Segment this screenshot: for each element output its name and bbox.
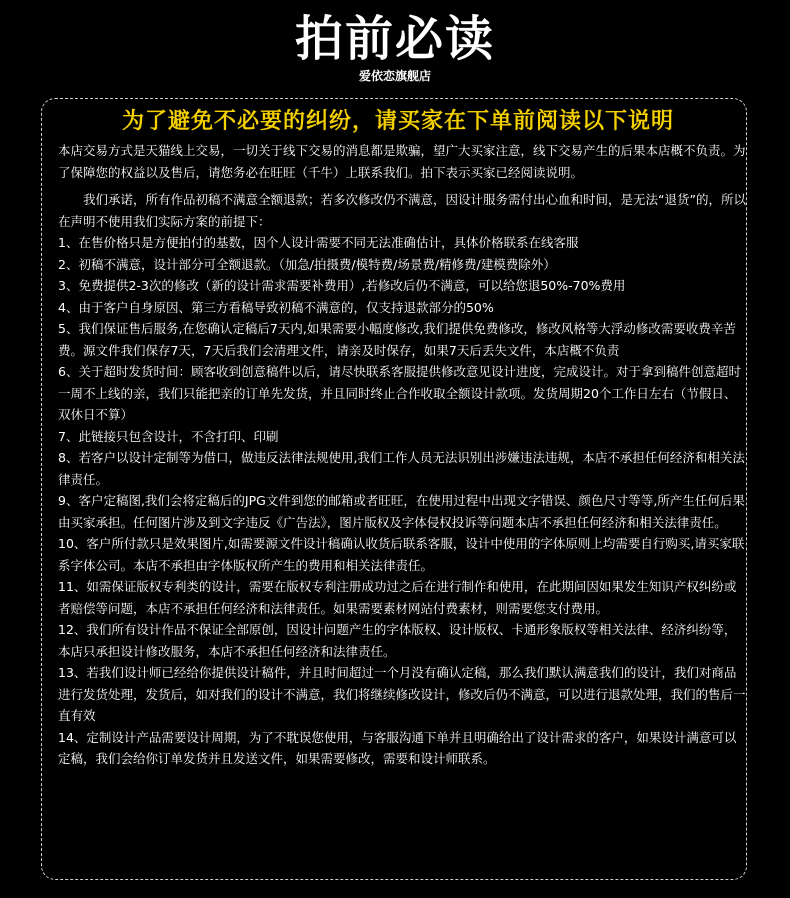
term-item: 8、若客户以设计定制等为借口，做违反法律法规使用,我们工作人员无法识别出涉嫌违法违规，本店不承担任何经济和相关法律责任。 [58, 450, 745, 487]
term-item: 4、由于客户自身原因、第三方看稿导致初稿不满意的，仅支持退款部分的50% [58, 299, 494, 315]
page-header [0, 0, 790, 84]
term-item: 3、免费提供2-3次的修改（新的设计需求需要补费用）,若修改后仍不满意，可以给您退50%-70%费用 [58, 278, 626, 293]
term-item: 2、初稿不满意，设计部分可全额退款。（加急/拍摄费/模特费/场景费/精修费/建模费除外） [58, 256, 556, 272]
term-item: 9、客户定稿图,我们会将定稿后的JPG文件到您的邮箱或者旺旺，在使用过程中出现文字错误、颜色尺寸等等,所产生任何后果由买家承担。任何图片涉及到文字违反《广告法》，图片版权及字体侵权投诉等问题本店不承担任何经济和相关法律责任。 [58, 493, 745, 530]
term-item: 11、如需保证版权专利类的设计，需要在版权专利注册成功过之后在进行制作和使用，在此期间因如果发生知识产权纠纷或者赔偿等问题，本店不承担任何经济和法律责任。如果需要素材网站付费素材，则需要您支付费用。 [58, 579, 737, 616]
term-item: 10、客户所付款只是效果图片,如需要源文件设计稿确认收货后联系客服，设计中使用的字体原则上均需要自行购买,请买家联系字体公司。本店不承担由字体版权所产生的费用和相关法律责任。 [58, 536, 745, 573]
term-item: 5、我们保证售后服务,在您确认定稿后7天内,如果需要小幅度修改,我们提供免费修改，修改风格等大浮动修改需要收费辛苦费。源文件我们保存7天，7天后我们会清理文件，请亲及时保存，如果7天后丢失文件，本店概不负责 [58, 321, 736, 358]
term-item: 14、定制设计产品需要设计周期，为了不耽误您使用，与客服沟通下单并且明确给出了设计需求的客户，如果设计满意可以定稿，我们会给你订单发货并且发送文件，如果需要修改，需要和设计师联系。 [58, 729, 737, 766]
term-item: 13、若我们设计师已经给你提供设计稿件，并且时间超过一个月没有确认定稿，那么我们默认满意我们的设计，我们对商品进行发货处理，发货后，如对我们的设计不满意，我们将继续修改设计，修改后仍不满意，可以进行退款处理，我们的售后一直有效 [58, 665, 746, 723]
intro-paragraph: 本店交易方式是天猫线上交易，一切关于线下交易的消息都是欺骗，望广大买家注意，线下交易产生的后果本店概不负责。为了保障您的权益以及售后，请您务必在旺旺（千牛）上联系我们。拍下表示买家已经阅读说明。 [58, 143, 746, 180]
notice-headline: 为了避免不必要的纠纷，请买家在下单前阅读以下说明 [121, 109, 674, 134]
term-item: 12、我们所有设计作品不保证全部原创，因设计问题产生的字体版权、设计版权、卡通形象版权等相关法律、经济纠纷等，本店只承担设计修改服务，本店不承担任何经济和法律责任。 [58, 622, 737, 659]
promise-paragraph: 我们承诺，所有作品初稿不满意全额退款；若多次修改仍不满意，因设计服务需付出心血和时间，是无法“退货”的，所以在声明不使用我们实际方案的前提下： [58, 192, 746, 229]
term-item: 7、此链接只包含设计，不含打印、印刷 [58, 428, 279, 444]
term-item: 6、关于超时发货时间：顾客收到创意稿件以后，请尽快联系客服提供修改意见设计进度，完成设计。对于拿到稿件创意超时一周不上线的亲，我们只能把亲的订单先发货，并且同时终止合作收取全额设计款项。发货周期20个工作日左右（节假日、双休日不算） [58, 364, 741, 422]
store-name: 爱依恋旗舰店 [358, 69, 431, 83]
notice-content [58, 104, 748, 770]
term-item: 1、在售价格只是方便拍付的基数，因个人设计需要不同无法准确估计，具体价格联系在线客服 [58, 235, 579, 250]
page-title: 拍前必读 [294, 11, 495, 67]
terms-list [58, 232, 748, 770]
